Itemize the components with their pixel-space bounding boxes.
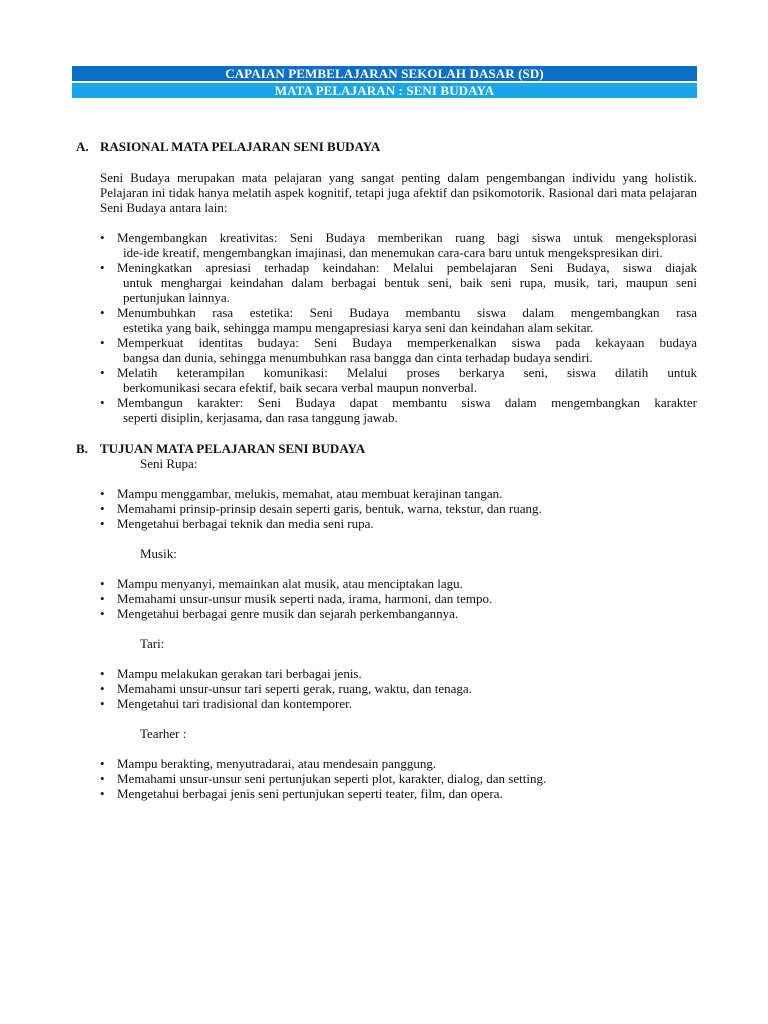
seni-rupa-list: [76, 486, 697, 531]
bullet-icon: •: [100, 516, 105, 531]
list-item-text: Mampu berakting, menyutradarai, atau mendesain panggung.: [117, 756, 437, 771]
list-item: [76, 501, 697, 516]
list-item-text: Memahami unsur-unsur seni pertunjukan seperti plot, karakter, dialog, dan setting.: [117, 771, 547, 786]
list-item-text: Mengembangkan kreativitas: Seni Budaya memberikan ruang bagi siswa untuk mengeksplorasi: [117, 230, 697, 245]
bullet-icon: •: [100, 335, 105, 350]
bullet-icon: •: [100, 305, 105, 320]
list-item-text: Memahami prinsip-prinsip desain seperti garis, bentuk, warna, tekstur, dan ruang.: [117, 501, 542, 516]
title-banner: CAPAIAN PEMBELAJARAN SEKOLAH DASAR (SD): [72, 66, 697, 81]
list-item-text: ide-ide kreatif, mengembangkan imajinasi, dan menemukan cara-cara baru untuk mengekspresikan diri.: [123, 245, 663, 260]
list-item-text: estetika yang baik, sehingga mampu mengapresiasi karya seni dan keindahan alam sekitar.: [123, 320, 594, 335]
bullet-icon: •: [100, 681, 105, 696]
list-item: [76, 260, 697, 305]
list-item: [76, 486, 697, 501]
bullet-icon: •: [100, 365, 105, 380]
list-item: [76, 696, 697, 711]
list-item: [76, 771, 697, 786]
list-item-text: Menumbuhkan rasa estetika: Seni Budaya membantu siswa dalam mengembangkan rasa: [117, 305, 697, 320]
list-item: [76, 756, 697, 771]
list-item: [76, 681, 697, 696]
list-item: [76, 591, 697, 606]
list-item: [76, 230, 697, 260]
list-item: [76, 606, 697, 621]
group-label-musik: Musik:: [140, 546, 177, 561]
bullet-icon: •: [100, 395, 105, 410]
bullet-icon: •: [100, 756, 105, 771]
list-item-text: berkomunikasi secara efektif, baik secara verbal maupun nonverbal.: [123, 380, 478, 395]
list-item: [76, 666, 697, 681]
section-b-letter: B.: [76, 441, 88, 456]
section-a-letter: A.: [76, 139, 89, 154]
group-label-tari: Tari:: [140, 636, 165, 651]
list-item: [76, 365, 697, 395]
bullet-icon: •: [100, 576, 105, 591]
bullet-icon: •: [100, 771, 105, 786]
musik-list: [76, 576, 697, 621]
list-item-text: Membangun karakter: Seni Budaya dapat membantu siswa dalam mengembangkan karakter: [117, 395, 697, 410]
bullet-icon: •: [100, 606, 105, 621]
bullet-icon: •: [100, 501, 105, 516]
list-item-text: Memperkuat identitas budaya: Seni Budaya memperkenalkan siswa pada kekayaan budaya: [117, 335, 697, 350]
bullet-icon: •: [100, 230, 105, 245]
list-item: [76, 516, 697, 531]
list-item: [76, 305, 697, 335]
bullet-icon: •: [100, 786, 105, 801]
bullet-icon: •: [100, 696, 105, 711]
list-item: [76, 335, 697, 365]
section-a-intro: Seni Budaya merupakan mata pelajaran yang sangat penting dalam pengembangan individu yang holistik. Pelajaran ini tidak hanya melatih aspek kognitif, tetapi juga afektif dan psikomotorik. Rasional dari mata pelajaran Seni Budaya antara lain:: [100, 170, 697, 215]
list-item-text: Memahami unsur-unsur musik seperti nada, irama, harmoni, dan tempo.: [117, 591, 493, 606]
list-item-text: untuk menghargai keindahan dalam berbagai bentuk seni, baik seni rupa, musik, tari, maupun seni pertunjukan lainnya.: [123, 275, 697, 305]
section-b-heading: [76, 441, 697, 456]
section-a-heading: [76, 139, 697, 154]
bullet-icon: •: [100, 260, 105, 275]
bullet-icon: •: [100, 666, 105, 681]
tari-list: [76, 666, 697, 711]
list-item-text: Mampu menggambar, melukis, memahat, atau membuat kerajinan tangan.: [117, 486, 503, 501]
list-item-text: Mengetahui berbagai genre musik dan sejarah perkembangannya.: [117, 606, 459, 621]
list-item-text: Mengetahui berbagai teknik dan media seni rupa.: [117, 516, 374, 531]
bullet-icon: •: [100, 486, 105, 501]
section-a-title: RASIONAL MATA PELAJARAN SENI BUDAYA: [100, 139, 381, 154]
subject-banner: MATA PELAJARAN : SENI BUDAYA: [72, 83, 697, 98]
list-item-text: Mampu menyanyi, memainkan alat musik, atau menciptakan lagu.: [117, 576, 463, 591]
list-item-text: Memahami unsur-unsur tari seperti gerak, ruang, waktu, dan tenaga.: [117, 681, 472, 696]
list-item: [76, 576, 697, 591]
list-item-text: seperti disiplin, kerjasama, dan rasa tanggung jawab.: [123, 410, 398, 425]
list-item-text: bangsa dan dunia, sehingga menumbuhkan rasa bangga dan cinta terhadap budaya sendiri.: [123, 350, 593, 365]
teater-list: [76, 756, 697, 801]
section-b-title: TUJUAN MATA PELAJARAN SENI BUDAYA: [100, 441, 366, 456]
list-item: [76, 395, 697, 425]
group-label-seni-rupa: Seni Rupa:: [140, 456, 198, 471]
list-item-text: Mengetahui tari tradisional dan kontemporer.: [117, 696, 353, 711]
rational-list: [76, 230, 697, 425]
list-item-text: Mengetahui berbagai jenis seni pertunjukan seperti teater, film, dan opera.: [117, 786, 503, 801]
list-item-text: Mampu melakukan gerakan tari berbagai jenis.: [117, 666, 362, 681]
list-item-text: Melatih keterampilan komunikasi: Melalui proses berkarya seni, siswa dilatih untuk: [117, 365, 697, 380]
document-body: [76, 139, 697, 801]
list-item: [76, 786, 697, 801]
list-item-text: Meningkatkan apresiasi terhadap keindahan: Melalui pembelajaran Seni Budaya, siswa diajak: [117, 260, 697, 275]
bullet-icon: •: [100, 591, 105, 606]
group-label-teater: Tearher :: [140, 726, 187, 741]
